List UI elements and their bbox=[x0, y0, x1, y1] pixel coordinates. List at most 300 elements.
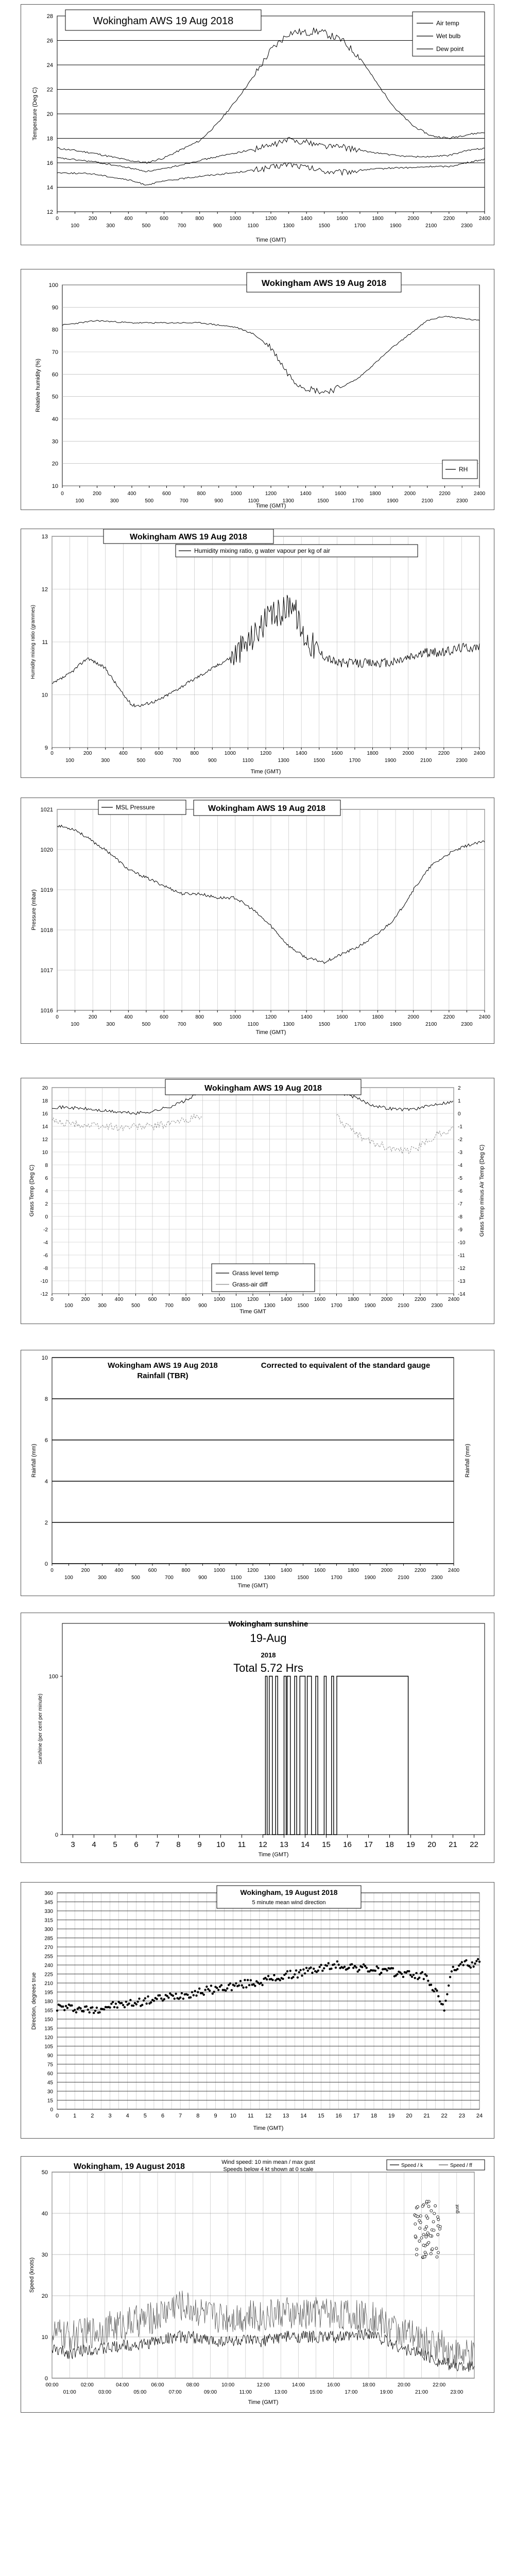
y2-axis-label: Grass Temp minus Air Temp (Deg C) bbox=[479, 1144, 485, 1237]
x-tick-label: 700 bbox=[177, 223, 186, 229]
data-point bbox=[430, 1984, 432, 1986]
y-tick-label: 16 bbox=[46, 160, 53, 166]
data-point bbox=[377, 1967, 379, 1969]
data-point bbox=[112, 2001, 114, 2003]
x-tick-label: 300 bbox=[106, 223, 115, 229]
x-tick-label: 2300 bbox=[461, 1022, 473, 1027]
data-point bbox=[261, 1984, 263, 1986]
y-tick-label: 315 bbox=[44, 1918, 53, 1924]
y-tick-label: 300 bbox=[44, 1927, 53, 1933]
x-tick-label: 500 bbox=[136, 758, 146, 764]
y-axis-label: Sunshine (per cent per minute) bbox=[38, 1693, 43, 1765]
x-tick-label: 2300 bbox=[461, 223, 473, 229]
y2-tick-label: 0 bbox=[458, 1111, 461, 1117]
x-tick-label: 2 bbox=[91, 2113, 94, 2119]
data-point bbox=[193, 1994, 195, 1996]
data-point bbox=[402, 1976, 404, 1978]
data-point bbox=[248, 1984, 250, 1986]
x-tick-label: 2100 bbox=[425, 223, 437, 229]
data-point bbox=[471, 1961, 473, 1963]
data-point bbox=[98, 2011, 100, 2013]
data-point bbox=[129, 1999, 131, 2001]
x-tick-label: 22 bbox=[470, 1840, 478, 1849]
x-tick-label: 2200 bbox=[443, 1014, 455, 1020]
rainfall-chart-panel bbox=[21, 1350, 494, 1596]
x-tick-label: 24 bbox=[476, 2113, 483, 2119]
gust-point bbox=[430, 2210, 433, 2212]
x-tick-label: 200 bbox=[88, 216, 97, 222]
data-point bbox=[82, 2010, 84, 2012]
data-point bbox=[459, 1963, 461, 1965]
data-point bbox=[456, 1968, 458, 1970]
y2-tick-label: -2 bbox=[458, 1137, 462, 1143]
chart-title: Wokingham AWS 19 Aug 2018 bbox=[204, 1084, 322, 1093]
x-tick-label: 2400 bbox=[448, 1568, 460, 1573]
data-point bbox=[310, 1967, 312, 1969]
data-point bbox=[313, 1968, 315, 1970]
legend-label: RH bbox=[459, 466, 468, 473]
data-point bbox=[65, 2005, 67, 2007]
x-tick-label: 14:00 bbox=[291, 2382, 305, 2388]
data-point bbox=[462, 1964, 464, 1966]
data-point bbox=[444, 1999, 447, 2002]
gust-point bbox=[437, 2251, 439, 2254]
x-tick-label: 2000 bbox=[381, 1568, 393, 1573]
data-point bbox=[451, 1970, 453, 1972]
data-point bbox=[135, 2003, 138, 2005]
gust-point bbox=[426, 2217, 429, 2219]
data-point bbox=[386, 1969, 388, 1971]
y-tick-label: 255 bbox=[44, 1954, 53, 1960]
y-tick-label: 75 bbox=[47, 2062, 53, 2068]
y-tick-label: 14 bbox=[46, 184, 53, 191]
x-tick-label: 0 bbox=[50, 751, 54, 756]
x-tick-label: 1300 bbox=[264, 1303, 276, 1309]
x-tick-label: 1600 bbox=[314, 1568, 326, 1573]
data-point bbox=[292, 1976, 294, 1978]
data-point bbox=[443, 2009, 445, 2011]
gust-point bbox=[425, 2200, 428, 2203]
y-tick-label: 30 bbox=[52, 438, 58, 445]
y-tick-label: 4 bbox=[44, 1479, 48, 1485]
x-tick-label: 0 bbox=[56, 216, 59, 222]
y-tick-label: 285 bbox=[44, 1936, 53, 1942]
y-tick-label: 240 bbox=[44, 1963, 53, 1969]
y-tick-label: 22 bbox=[46, 87, 53, 93]
x-tick-label: 2400 bbox=[478, 1014, 491, 1020]
x-tick-label: 1600 bbox=[336, 1014, 348, 1020]
y-tick-label: 165 bbox=[44, 2008, 53, 2014]
x-tick-label: 1400 bbox=[296, 751, 307, 756]
data-point bbox=[423, 1978, 425, 1980]
y-tick-label: -4 bbox=[43, 1240, 48, 1246]
gust-point bbox=[416, 2253, 418, 2256]
chart-subtitle: Wind speed: 10 min mean / max gust bbox=[221, 2159, 315, 2165]
data-point bbox=[231, 1989, 233, 1991]
data-point bbox=[125, 2001, 127, 2003]
x-tick-label: 1500 bbox=[297, 1303, 309, 1309]
data-point bbox=[113, 2006, 115, 2008]
gust-point bbox=[426, 2232, 429, 2234]
x-tick-label: 600 bbox=[162, 491, 171, 497]
data-point bbox=[194, 1990, 196, 1992]
y2-tick-label: -10 bbox=[458, 1240, 466, 1246]
gust-point bbox=[429, 2234, 432, 2237]
data-point bbox=[364, 1965, 366, 1967]
x-tick-label: 2000 bbox=[402, 751, 414, 756]
y-tick-label: -2 bbox=[43, 1227, 48, 1233]
data-point bbox=[110, 2003, 112, 2005]
x-tick-label: 500 bbox=[145, 498, 154, 504]
rainfall-chart bbox=[21, 1350, 495, 1597]
data-point bbox=[366, 1967, 368, 1969]
gust-point bbox=[416, 2248, 418, 2250]
data-point bbox=[286, 1970, 288, 1972]
y-tick-label: 0 bbox=[45, 1214, 48, 1220]
data-point bbox=[318, 1966, 320, 1968]
data-point bbox=[244, 1979, 246, 1981]
data-point bbox=[361, 1966, 363, 1968]
x-tick-label: 1300 bbox=[283, 1022, 295, 1027]
y-tick-label: 40 bbox=[52, 416, 58, 422]
x-tick-label: 1700 bbox=[352, 498, 364, 504]
x-tick-label: 1500 bbox=[297, 1575, 309, 1581]
grass-temp-chart-panel bbox=[21, 1078, 494, 1324]
legend-label: Speed / ff bbox=[450, 2163, 472, 2168]
data-point bbox=[204, 1989, 206, 1991]
data-point bbox=[409, 1974, 411, 1976]
data-point bbox=[143, 1999, 145, 2002]
gust-point bbox=[433, 2212, 436, 2215]
x-tick-label: 2000 bbox=[407, 1014, 419, 1020]
legend-label: Grass level temp bbox=[232, 1269, 279, 1277]
x-tick-label: 8 bbox=[196, 2113, 200, 2119]
x-tick-label: 100 bbox=[71, 1022, 79, 1027]
data-point bbox=[233, 1985, 235, 1987]
x-tick-label: 2300 bbox=[431, 1575, 443, 1581]
x-tick-label: 09:00 bbox=[203, 2389, 217, 2395]
data-point bbox=[352, 1967, 354, 1969]
gust-point bbox=[422, 2233, 425, 2236]
data-point bbox=[271, 1979, 273, 1981]
data-point bbox=[239, 1980, 242, 1982]
data-point bbox=[132, 2005, 134, 2007]
x-tick-label: 1200 bbox=[265, 491, 277, 497]
x-tick-label: 2000 bbox=[381, 1297, 393, 1302]
legend-label: MSL Pressure bbox=[116, 804, 155, 811]
gust-point bbox=[437, 2225, 439, 2227]
y-tick-label: 270 bbox=[44, 1945, 53, 1951]
data-point bbox=[109, 2006, 111, 2008]
data-point bbox=[209, 1990, 211, 1992]
gust-point bbox=[431, 2248, 434, 2250]
data-point bbox=[449, 1976, 451, 1978]
temperature-chart bbox=[21, 5, 495, 246]
x-tick-label: 100 bbox=[64, 1575, 73, 1581]
x-tick-label: 700 bbox=[172, 758, 181, 764]
y2-tick-label: -6 bbox=[458, 1189, 462, 1194]
humidity-chart-panel bbox=[21, 269, 494, 510]
gust-point bbox=[434, 2205, 437, 2207]
x-tick-label: 1800 bbox=[369, 491, 381, 497]
x-tick-label: 300 bbox=[98, 1575, 107, 1581]
data-point bbox=[242, 1987, 244, 1989]
y-tick-label: 90 bbox=[47, 2053, 53, 2059]
y-tick-label: 8 bbox=[44, 1396, 48, 1402]
data-point bbox=[115, 2003, 117, 2005]
x-tick-label: 1100 bbox=[248, 498, 260, 504]
y-tick-label: -10 bbox=[40, 1279, 48, 1284]
y-tick-label: 14 bbox=[42, 1124, 48, 1130]
x-tick-label: 02:00 bbox=[80, 2382, 94, 2388]
data-point bbox=[167, 1996, 169, 1998]
y-tick-label: 90 bbox=[52, 304, 58, 311]
x-tick-label: 2400 bbox=[448, 1297, 460, 1302]
data-point bbox=[179, 1996, 181, 1998]
y-tick-label: 225 bbox=[44, 1972, 53, 1978]
data-point bbox=[330, 1968, 332, 1970]
y-tick-label: 8 bbox=[45, 1163, 48, 1168]
gust-point bbox=[414, 2223, 417, 2225]
y-tick-label: 1019 bbox=[40, 887, 53, 893]
y-tick-label: 45 bbox=[47, 2080, 53, 2086]
x-tick-label: 600 bbox=[160, 1014, 168, 1020]
x-tick-label: 100 bbox=[65, 758, 74, 764]
data-point bbox=[159, 1994, 161, 1996]
x-tick-label: 600 bbox=[148, 1297, 157, 1302]
y2-tick-label: -1 bbox=[458, 1124, 462, 1130]
data-point bbox=[302, 1968, 304, 1970]
y-tick-label: 10 bbox=[41, 2334, 48, 2341]
x-tick-label: 800 bbox=[195, 1014, 204, 1020]
data-point bbox=[85, 2005, 88, 2007]
chart-title: Wokingham AWS 19 Aug 2018 bbox=[93, 15, 234, 27]
gust-point bbox=[439, 2228, 441, 2230]
x-tick-label: 1400 bbox=[280, 1297, 293, 1302]
x-tick-label: 1300 bbox=[282, 498, 294, 504]
x-axis-label: Time (GMT) bbox=[258, 1852, 289, 1858]
data-point bbox=[160, 1997, 162, 1999]
plot-area bbox=[62, 285, 479, 486]
y-tick-label: 18 bbox=[46, 135, 53, 142]
grass-temp-chart bbox=[21, 1078, 495, 1325]
x-tick-label: 1200 bbox=[247, 1568, 259, 1573]
x-tick-label: 7 bbox=[179, 2113, 182, 2119]
data-point bbox=[311, 1972, 313, 1974]
x-tick-label: 900 bbox=[213, 223, 222, 229]
data-point bbox=[355, 1967, 357, 1969]
gust-point bbox=[422, 2244, 425, 2247]
data-point bbox=[172, 1994, 174, 1996]
x-tick-label: 2400 bbox=[473, 751, 486, 756]
y-tick-label: 10 bbox=[41, 1355, 48, 1361]
data-point bbox=[124, 2006, 126, 2008]
x-tick-label: 1400 bbox=[301, 1014, 313, 1020]
gust-point bbox=[430, 2252, 432, 2255]
x-tick-label: 1600 bbox=[314, 1297, 326, 1302]
x-tick-label: 1300 bbox=[264, 1575, 276, 1581]
gust-point bbox=[425, 2253, 427, 2256]
x-tick-label: 1800 bbox=[347, 1297, 359, 1302]
y-tick-label: 4 bbox=[45, 1189, 48, 1194]
gust-point bbox=[437, 2233, 439, 2236]
x-tick-label: 5 bbox=[113, 1840, 117, 1849]
x-axis-label: Time (GMT) bbox=[253, 2125, 284, 2131]
data-point bbox=[374, 1970, 376, 1972]
x-tick-label: 0 bbox=[50, 1297, 54, 1302]
data-point bbox=[307, 1970, 309, 1972]
x-tick-label: 11:00 bbox=[239, 2389, 252, 2395]
x-tick-label: 1200 bbox=[260, 751, 272, 756]
x-tick-label: 1600 bbox=[334, 491, 347, 497]
legend-label: Dew point bbox=[436, 45, 464, 53]
chart-title: Wokingham AWS 19 Aug 2018 bbox=[108, 1361, 218, 1370]
data-point bbox=[191, 1991, 193, 1993]
data-point bbox=[87, 2009, 89, 2011]
gust-annotation: gust bbox=[454, 2204, 460, 2213]
x-tick-label: 200 bbox=[81, 1297, 90, 1302]
data-point bbox=[411, 1976, 413, 1978]
x-tick-label: 1700 bbox=[331, 1575, 342, 1581]
y-tick-label: 1020 bbox=[40, 847, 53, 853]
data-point bbox=[446, 1993, 448, 1995]
x-tick-label: 23:00 bbox=[450, 2389, 464, 2395]
data-point bbox=[425, 1975, 427, 1977]
x-tick-label: 1100 bbox=[242, 758, 254, 764]
x-tick-label: 03:00 bbox=[98, 2389, 112, 2395]
data-point bbox=[195, 1994, 197, 1996]
gust-point bbox=[419, 2215, 422, 2217]
x-tick-label: 200 bbox=[83, 751, 92, 756]
x-axis-label: Time GMT bbox=[239, 1309, 266, 1315]
data-point bbox=[156, 1998, 158, 2000]
y-tick-label: 150 bbox=[44, 2017, 53, 2023]
x-tick-label: 400 bbox=[124, 216, 133, 222]
y-tick-label: 2 bbox=[44, 1520, 48, 1526]
y2-tick-label: -13 bbox=[458, 1279, 466, 1284]
data-point bbox=[71, 2004, 73, 2006]
data-point bbox=[351, 1963, 353, 1965]
data-point bbox=[75, 2011, 77, 2013]
legend-label: Speed / k bbox=[401, 2163, 423, 2168]
x-tick-label: 300 bbox=[101, 758, 110, 764]
y2-tick-label: -4 bbox=[458, 1163, 462, 1168]
x-tick-label: 0 bbox=[55, 2113, 59, 2119]
y-tick-label: 24 bbox=[46, 62, 53, 69]
x-tick-label: 22 bbox=[441, 2113, 448, 2119]
y-tick-label: 10 bbox=[41, 692, 48, 699]
data-point bbox=[141, 2004, 143, 2006]
chart-title: Wokingham sunshine bbox=[228, 1620, 308, 1629]
x-tick-label: 19 bbox=[388, 2113, 395, 2119]
y-tick-label: 210 bbox=[44, 1981, 53, 1987]
data-point bbox=[396, 1973, 398, 1975]
x-tick-label: 17 bbox=[364, 1840, 373, 1849]
y-tick-label: -12 bbox=[40, 1292, 48, 1297]
gust-point bbox=[424, 2228, 426, 2230]
data-point bbox=[220, 1984, 222, 1986]
x-tick-label: 19:00 bbox=[380, 2389, 393, 2395]
data-point bbox=[56, 2009, 58, 2011]
x-tick-label: 400 bbox=[127, 491, 136, 497]
data-point bbox=[182, 1997, 184, 1999]
data-point bbox=[205, 1986, 208, 1988]
chart-subtitle: 5 minute mean wind direction bbox=[252, 1900, 326, 1906]
data-point bbox=[145, 2003, 147, 2005]
x-tick-label: 1500 bbox=[318, 223, 330, 229]
data-point bbox=[175, 1993, 177, 1995]
x-tick-label: 1900 bbox=[389, 1022, 402, 1027]
x-tick-label: 400 bbox=[114, 1568, 124, 1573]
chart-subtitle: Rainfall (TBR) bbox=[137, 1371, 188, 1380]
y-tick-label: 20 bbox=[42, 1086, 48, 1091]
data-point bbox=[358, 1969, 360, 1971]
data-point bbox=[186, 1994, 188, 1996]
x-tick-label: 1900 bbox=[364, 1303, 376, 1309]
x-tick-label: 12 bbox=[265, 2113, 272, 2119]
y-tick-label: 50 bbox=[52, 394, 58, 400]
x-tick-label: 10:00 bbox=[221, 2382, 235, 2388]
data-point bbox=[448, 1985, 450, 1987]
data-point bbox=[344, 1965, 346, 1968]
x-tick-label: 1700 bbox=[331, 1303, 342, 1309]
y-tick-label: -6 bbox=[43, 1253, 48, 1259]
x-axis-label: Time (GMT) bbox=[248, 2399, 279, 2405]
gust-point bbox=[427, 2205, 430, 2208]
x-tick-label: 11 bbox=[237, 1840, 246, 1849]
x-tick-label: 1700 bbox=[354, 1022, 366, 1027]
x-tick-label: 1000 bbox=[213, 1568, 226, 1573]
y-tick-label: 11 bbox=[42, 639, 48, 646]
y-axis-label: Pressure (mbar) bbox=[31, 889, 37, 930]
data-point bbox=[299, 1969, 301, 1971]
x-tick-label: 16 bbox=[343, 1840, 352, 1849]
x-tick-label: 9 bbox=[214, 2113, 217, 2119]
data-point bbox=[96, 2007, 98, 2009]
x-tick-label: 2200 bbox=[443, 216, 455, 222]
x-tick-label: 2000 bbox=[404, 491, 416, 497]
data-point bbox=[94, 2010, 96, 2012]
data-point bbox=[254, 1985, 256, 1987]
gust-point bbox=[419, 2227, 421, 2229]
sunshine-chart-panel bbox=[21, 1613, 494, 1863]
data-point bbox=[452, 1966, 454, 1968]
data-point bbox=[103, 2008, 105, 2010]
y-tick-label: 10 bbox=[42, 1150, 48, 1156]
gust-point bbox=[423, 2256, 426, 2258]
gust-point bbox=[433, 2229, 435, 2231]
legend-label: Air temp bbox=[436, 20, 459, 27]
y-tick-label: 180 bbox=[44, 1999, 53, 2005]
x-tick-label: 900 bbox=[214, 498, 224, 504]
x-tick-label: 1900 bbox=[364, 1575, 376, 1581]
x-tick-label: 13:00 bbox=[274, 2389, 287, 2395]
data-point bbox=[147, 1995, 149, 1997]
gust-point bbox=[418, 2240, 421, 2242]
data-point bbox=[260, 1982, 262, 1984]
data-point bbox=[88, 2011, 90, 2013]
x-tick-label: 05:00 bbox=[133, 2389, 147, 2395]
data-point bbox=[241, 1984, 243, 1986]
y-tick-label: 6 bbox=[44, 1437, 48, 1444]
x-tick-label: 0 bbox=[56, 1014, 59, 1020]
data-point bbox=[285, 1973, 287, 1975]
wind-speed-chart-panel bbox=[21, 2156, 494, 2413]
x-tick-label: 07:00 bbox=[168, 2389, 182, 2395]
data-point bbox=[413, 1974, 415, 1976]
y-tick-label: 100 bbox=[48, 1673, 58, 1680]
y-tick-label: 105 bbox=[44, 2044, 53, 2050]
